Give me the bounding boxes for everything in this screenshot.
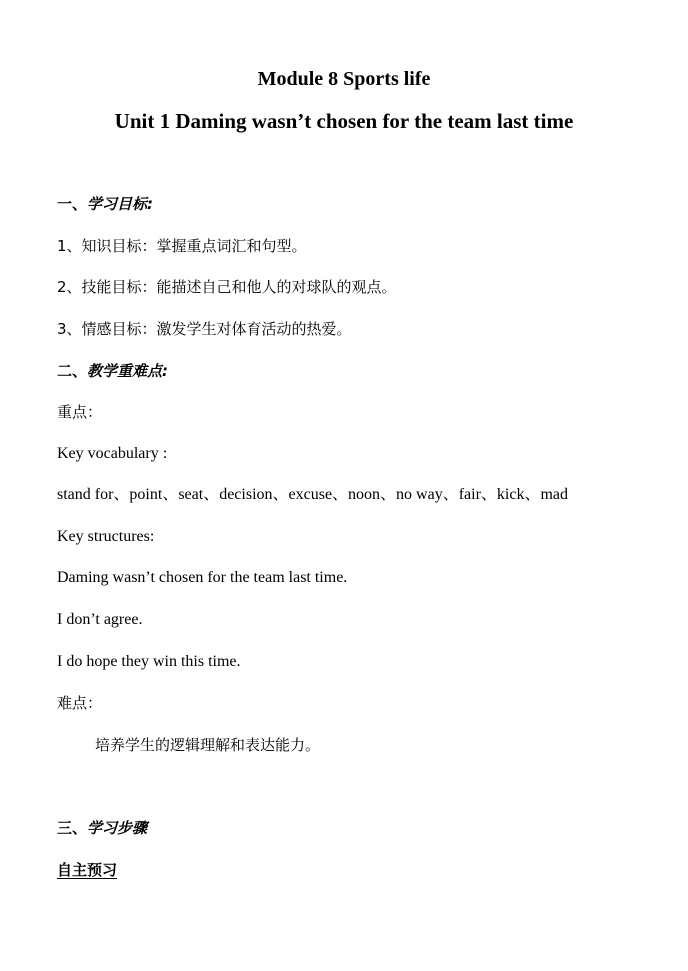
structure-sentence: I don’t agree.: [57, 611, 143, 628]
section-title: 学习步骤: [87, 819, 148, 837]
section-title: 教学重难点:: [87, 362, 169, 380]
document-title: Module 8 Sports life: [257, 68, 431, 90]
objective-item: 3、情感目标：激发学生对体育活动的热爱。: [57, 320, 352, 338]
section-heading-steps: [57, 818, 147, 839]
self-study-subheading: 自主预习: [57, 861, 118, 879]
key-points-label: 重点：: [57, 403, 103, 421]
vocab-list: stand for、point、seat、decision、excuse、noon、no way、fair、kick、mad: [57, 486, 569, 503]
section-number: 三、: [57, 819, 88, 837]
difficult-points-text: 培养学生的逻辑理解和表达能力。: [95, 736, 321, 754]
objective-item: 2、技能目标：能描述自己和他人的对球队的观点。: [57, 278, 397, 296]
section-number: 二、: [57, 362, 88, 380]
structure-sentence: I do hope they win this time.: [57, 653, 241, 670]
vocab-label: Key vocabulary :: [57, 445, 168, 462]
section-heading-key-points: [57, 361, 168, 382]
section-heading-objectives: [57, 194, 153, 215]
section-number: 一、: [57, 195, 88, 213]
difficult-points-label: 难点：: [57, 694, 103, 712]
structures-label: Key structures:: [57, 528, 155, 545]
structure-sentence: Daming wasn’t chosen for the team last time.: [57, 569, 348, 586]
document-subtitle: Unit 1 Daming wasn’t chosen for the team last time: [114, 109, 574, 133]
section-title: 学习目标:: [87, 195, 154, 213]
objective-item: 1、知识目标：掌握重点词汇和句型。: [57, 237, 307, 255]
